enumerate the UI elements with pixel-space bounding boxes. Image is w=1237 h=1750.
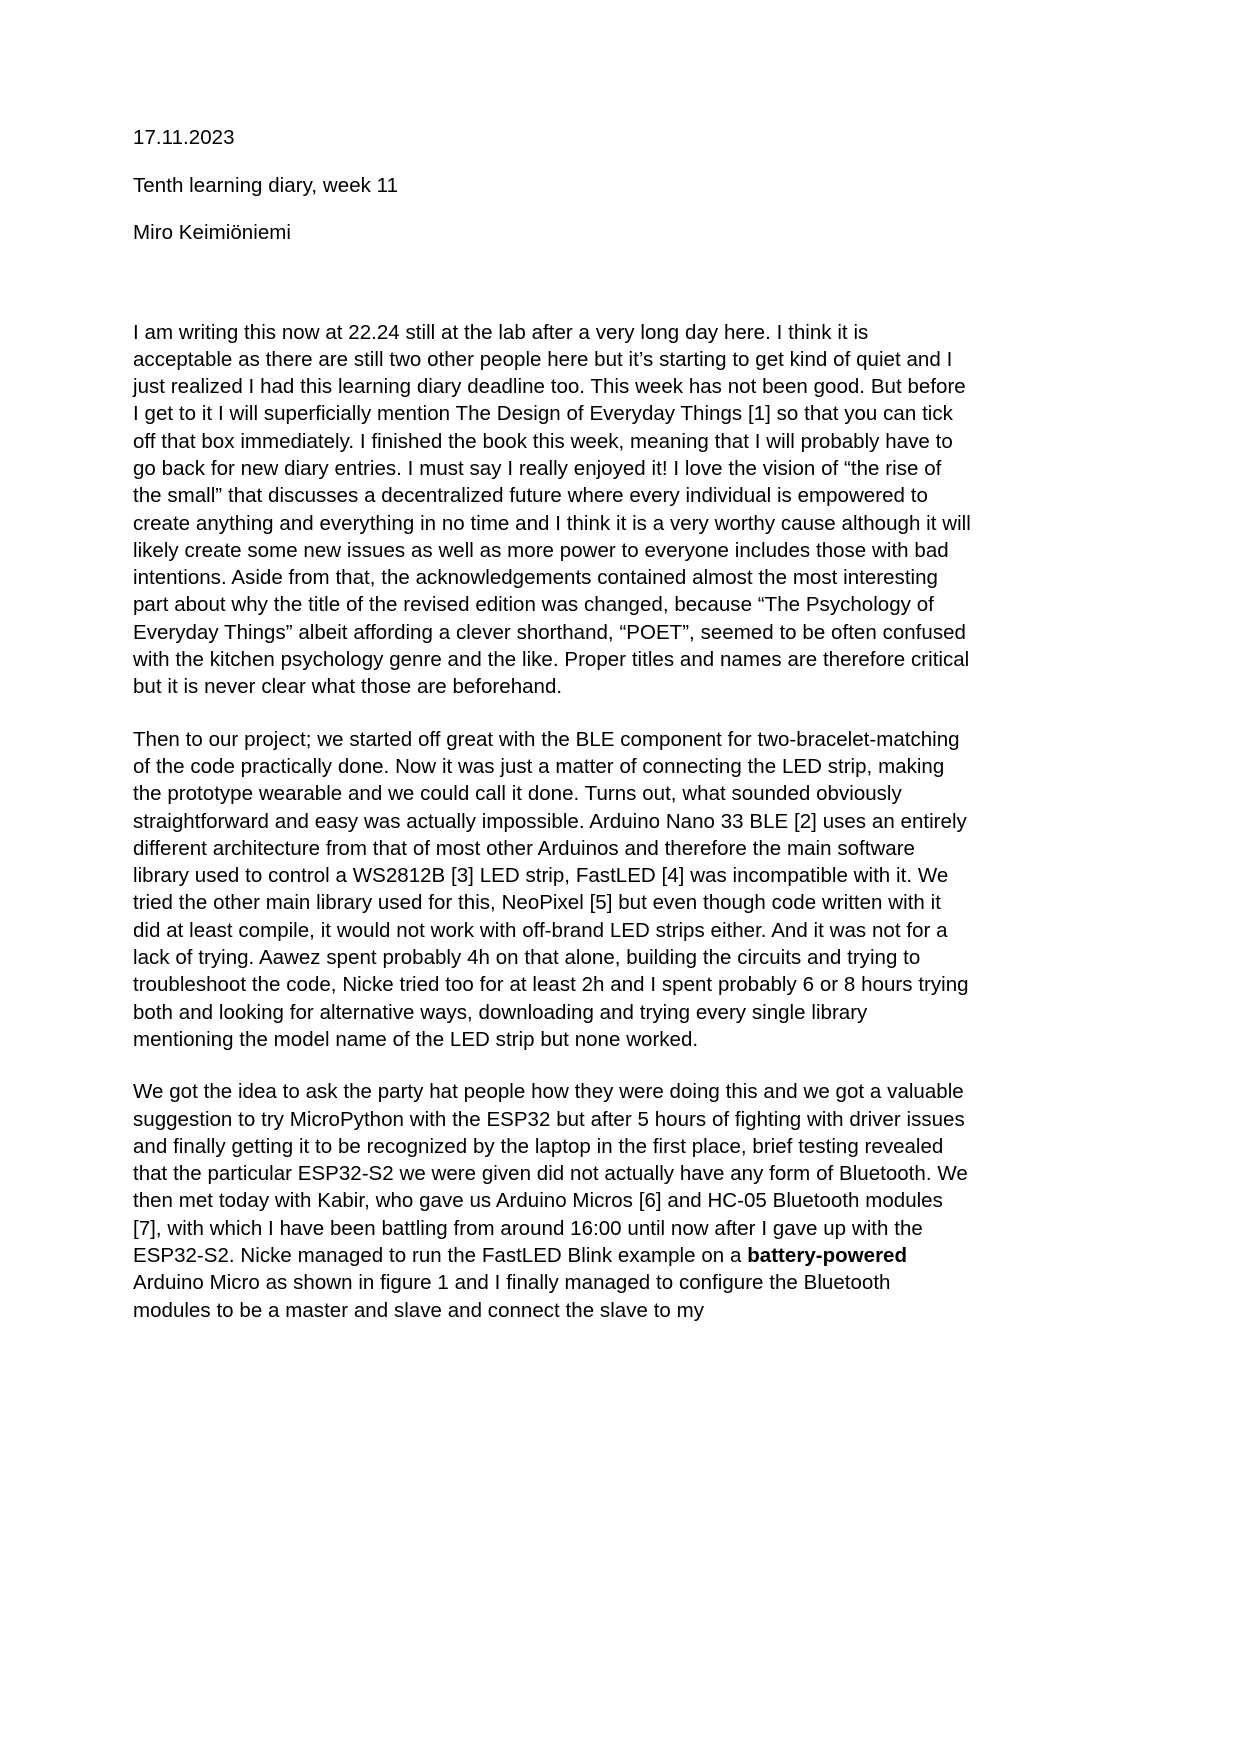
paragraph-progress-bold-phrase: battery-powered bbox=[747, 1244, 908, 1267]
document-title: Tenth learning diary, week 11 bbox=[133, 173, 399, 197]
paragraph-progress bbox=[133, 1078, 973, 1324]
document-content bbox=[133, 128, 973, 1324]
paragraph-progress-text-before: We got the idea to ask the party hat people how they were doing this and we got a valuable suggestion to try MicroPython with the ESP32 but after 5 hours of fighting with driver issues and finally getting it to be recognized by the laptop in the first place, brief testing revealed that the particular ESP32-S2 we were given did not actually have any form of Bluetooth. We then met today with Kabir, who gave us Arduino Micros [6] and HC-05 Bluetooth modules [7], with which I have been battling from around 16:00 until now after I gave up with the ESP32-S2. Nicke managed to run the FastLED Blink example on a bbox=[133, 1080, 968, 1267]
document-author: Miro Keimiöniemi bbox=[133, 221, 292, 244]
header-body-spacer bbox=[133, 271, 973, 319]
paragraph-project: Then to our project; we started off great with the BLE component for two-bracelet-matching of the code practically done. Now it was just a matter of connecting the LED strip, making the prototype wearable and we could call it done. Turns out, what sounded obviously straightforward and easy was actually impossible. Arduino Nano 33 BLE [2] uses an entirely different architecture from that of most other Arduinos and therefore the main software library used to control a WS2812B [3] LED strip, FastLED [4] was incompatible with it. We tried the other main library used for this, NeoPixel [5] but even though code written with it did at least compile, it would not work with off-brand LED strips either. And it was not for a lack of trying. Aawez spent probably 4h on that alone, building the circuits and trying to troubleshoot the code, Nicke tried too for at least 2h and I spent probably 6 or 8 hours trying both and looking for alternative ways, downloading and trying every single library mentioning the model name of the LED strip but none worked. bbox=[133, 727, 969, 1051]
document-date: 17.11.2023 bbox=[133, 126, 235, 149]
paragraph-progress-text-after: Arduino Micro as shown in figure 1 and I finally managed to configure the Bluetooth modules to be a master and slave and connect the slave to my bbox=[133, 1271, 891, 1322]
paragraph-intro: I am writing this now at 22.24 still at the lab after a very long day here. I think it is acceptable as there are still two other people here but it’s starting to get kind of quiet and I just realized I had this learning diary deadline too. This week has not been good. But before I get to it I will superficially mention The Design of Everyday Things [1] so that you can tick off that box immediately. I finished the book this week, meaning that I will probably have to go back for new diary entries. I must say I really enjoyed it! I love the vision of “the rise of the small” that discusses a decentralized future where every individual is empowered to create anything and everything in no time and I think it is a very worthy cause although it will likely create some new issues as well as more power to everyone includes those with bad intentions. Aside from that, the acknowledgements contained almost the most interesting part about why the title of the revised edition was changed, because “The Psychology of Everyday Things” albeit affording a clever shorthand, “POET”, seemed to be often confused with the kitchen psychology genre and the like. Proper titles and names are therefore critical but it is never clear what those are beforehand. bbox=[133, 320, 971, 699]
